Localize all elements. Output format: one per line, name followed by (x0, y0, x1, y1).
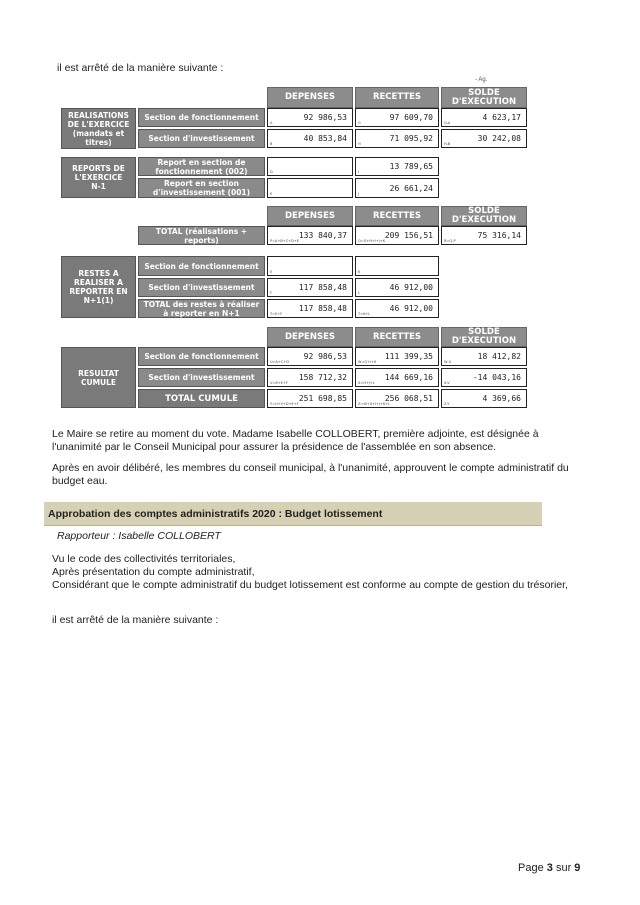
page-current: 3 (546, 862, 553, 874)
page-mark: - Ag. (475, 77, 488, 83)
restes-fonct-recettes: K (355, 256, 439, 276)
realisations-label: REALISATIONS DE L'EXERCICE (mandats et titres) (61, 108, 136, 149)
resultat-invest-recettes: X=H+J+L 144 669,16 (355, 368, 439, 387)
header-depenses-2: DEPENSES (267, 206, 353, 226)
total-depenses: P=A+B+C+D+E 133 840,37 (267, 226, 353, 245)
resultat-fonct-recettes: W=G+I+K 111 399,35 (355, 347, 439, 366)
total-solde: R=Q-P 75 316,14 (441, 226, 527, 245)
reports-fonct-section: Report en section de fonctionnement (002) (138, 157, 265, 176)
realisations-invest-solde: H-B 30 242,08 (441, 129, 527, 148)
realisations-fonct-solde: G-A 4 623,17 (441, 108, 527, 127)
resultat-total-section: TOTAL CUMULE (138, 389, 265, 408)
section-title-band: Approbation des comptes administratifs 2020 : Budget lotissement (44, 502, 542, 526)
restes-total-recettes: T=K+L 46 912,00 (355, 299, 439, 318)
restes-label: RESTES A REALISER A REPORTER EN N+1(1) (61, 256, 136, 318)
page-sur: sur (555, 862, 572, 874)
page-footer (518, 862, 580, 874)
resultat-total-recettes: Z=W+X+I+J+K+L 256 068,51 (355, 389, 439, 408)
header-recettes: RECETTES (355, 87, 439, 108)
restes-total-depenses: T=E+F 117 858,48 (267, 299, 353, 318)
resultat-fonct-depenses: U=A+C+D 92 986,53 (267, 347, 353, 366)
paragraph-deliberation: Après en avoir délibéré, les membres du conseil municipal, à l'unanimité, approuvent le compte administratif du budget eau. (52, 462, 569, 487)
resultat-invest-section: Section d'investissement (138, 368, 265, 387)
reports-fonct-depenses: D (267, 157, 353, 176)
intro-text-bottom: il est arrêté de la manière suivante : (52, 614, 219, 626)
realisations-fonct-depenses: A 92 986,53 (267, 108, 353, 127)
reports-label: REPORTS DE L'EXERCICE N-1 (61, 157, 136, 198)
page-word: Page (518, 862, 544, 874)
reports-invest-section: Report en section d'investissement (001) (138, 178, 265, 198)
realisations-invest-recettes: H 71 095,92 (355, 129, 439, 148)
header-solde: SOLDE D'EXECUTION (441, 87, 527, 108)
realisations-invest-depenses: B 40 853,84 (267, 129, 353, 148)
restes-invest-section: Section d'investissement (138, 278, 265, 297)
header-depenses: DEPENSES (267, 87, 353, 108)
resultat-total-depenses: Y=U+V+D+E+F 251 698,85 (267, 389, 353, 408)
paragraph-maire: Le Maire se retire au moment du vote. Madame Isabelle COLLOBERT, première adjointe, est désignée à l'unanimité par le Conseil Municipal pour assurer la présidence de l'assemblée en son absence. (52, 428, 539, 453)
header-depenses-3: DEPENSES (267, 327, 353, 347)
rapporteur-text: Rapporteur : Isabelle COLLOBERT (57, 530, 221, 542)
presentation-text: Après présentation du compte administratif, (52, 566, 255, 578)
reports-fonct-recettes: I 13 789,65 (355, 157, 439, 176)
resultat-total-solde: Z-Y 4 369,66 (441, 389, 527, 408)
restes-fonct-depenses: E (267, 256, 353, 276)
reports-invest-depenses: E (267, 178, 353, 198)
resultat-label: RESULTAT CUMULE (61, 347, 136, 408)
restes-invest-depenses: F 117 858,48 (267, 278, 353, 297)
considerant-text: Considérant que le compte administratif du budget lotissement est conforme au compte de gestion du trésorier, (52, 579, 568, 591)
restes-total-section: TOTAL des restes à réaliser à reporter en N+1 (138, 299, 265, 318)
resultat-invest-depenses: V=B+E+F 158 712,32 (267, 368, 353, 387)
resultat-invest-solde: X-V -14 043,16 (441, 368, 527, 387)
restes-invest-recettes: L 46 912,00 (355, 278, 439, 297)
header-recettes-2: RECETTES (355, 206, 439, 226)
realisations-fonct-recettes: G 97 609,70 (355, 108, 439, 127)
resultat-fonct-section: Section de fonctionnement (138, 347, 265, 366)
resultat-fonct-solde: W-U 18 412,82 (441, 347, 527, 366)
restes-fonct-section: Section de fonctionnement (138, 256, 265, 276)
total-label: TOTAL (réalisations + reports) (138, 226, 265, 245)
total-recettes: Q=G+H+I+J+K 209 156,51 (355, 226, 439, 245)
realisations-fonct-section: Section de fonctionnement (138, 108, 265, 127)
header-solde-2: SOLDE D'EXECUTION (441, 206, 527, 226)
intro-text-top: il est arrêté de la manière suivante : (57, 62, 224, 74)
page-total: 9 (574, 862, 581, 874)
header-solde-3: SOLDE D'EXECUTION (441, 327, 527, 347)
header-recettes-3: RECETTES (355, 327, 439, 347)
realisations-invest-section: Section d'investissement (138, 129, 265, 148)
vu-code-text: Vu le code des collectivités territoriales, (52, 553, 236, 565)
reports-invest-recettes: J 26 661,24 (355, 178, 439, 198)
